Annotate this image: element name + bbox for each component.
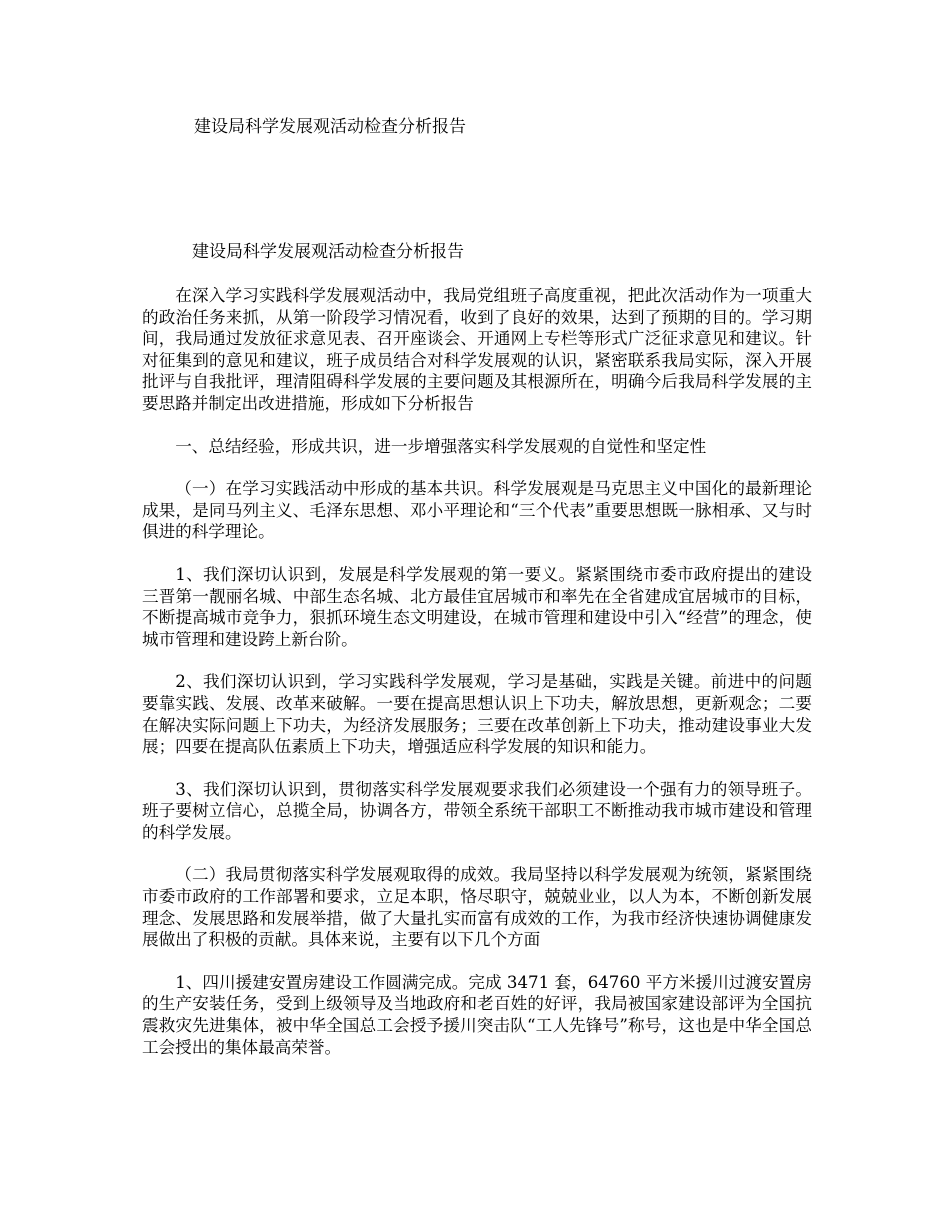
paragraph-point-2: 2、我们深切认识到，学习实践科学发展观，学习是基础，实践是关键。前进中的问题要靠实践、发展、改革来破解。一要在提高思想认识上下功夫，解放思想，更新观念；二要在解决实际问题上下功夫，为经济发展服务；三要在改革创新上下功夫，推动建设事业大发展；四要在提高队伍素质上下功夫，增强适应科学发展的知识和能力。: [142, 672, 812, 757]
section-heading-1: 一、总结经验，形成共识，进一步增强落实科学发展观的自觉性和坚定性: [175, 436, 707, 456]
paragraph-point-1: 1、我们深切认识到，发展是科学发展观的第一要义。紧紧围绕市委市政府提出的建设三晋第一靓丽名城、中部生态名城、北方最佳宜居城市和率先在全省建成宜居城市的目标，不断提高城市竞争力，狠抓环境生态文明建设，在城市管理和建设中引入“经营”的理念，使城市管理和建设跨上新台阶。: [142, 564, 812, 649]
paragraph-achievement-1: 1、四川援建安置房建设工作圆满完成。完成 3471 套，64760 平方米援川过渡安置房的生产安装任务，受到上级领导及当地政府和老百姓的好评，我局被国家建设部评为全国抗震救灾先进集体，被中华全国总工会授予援川突击队“工人先锋号”称号，这也是中华全国总工会授出的集体最高荣誉。: [142, 972, 812, 1057]
paragraph-point-3: 3、我们深切认识到，贯彻落实科学发展观要求我们必须建设一个强有力的领导班子。班子要树立信心，总揽全局，协调各方，带领全系统干部职工不断推动我市城市建设和管理的科学发展。: [142, 779, 812, 842]
paragraph-achievements: （二）我局贯彻落实科学发展观取得的成效。我局坚持以科学发展观为统领，紧紧围绕市委市政府的工作部署和要求，立足本职，恪尽职守，兢兢业业，以人为本，不断创新发展理念、发展思路和发展举措，做了大量扎实而富有成效的工作，为我市经济快速协调健康发展做出了积极的贡献。具体来说，主要有以下几个方面: [142, 865, 812, 950]
document-body: [142, 285, 812, 1079]
paragraph-basic-consensus: （一）在学习实践活动中形成的基本共识。科学发展观是马克思主义中国化的最新理论成果，是同马列主义、毛泽东思想、邓小平理论和“三个代表”重要思想既一脉相承、又与时俱进的科学理论。: [142, 479, 812, 542]
paragraph-intro: 在深入学习实践科学发展观活动中，我局党组班子高度重视，把此次活动作为一项重大的政治任务来抓，从第一阶段学习情况看，收到了良好的效果，达到了预期的目的。学习期间，我局通过发放征求意见表、召开座谈会、开通网上专栏等形式广泛征求意见和建议。针对征集到的意见和建议，班子成员结合对科学发展观的认识，紧密联系我局实际，深入开展批评与自我批评，理清阻碍科学发展的主要问题及其根源所在，明确今后我局科学发展的主要思路并制定出改进措施，形成如下分析报告: [142, 286, 812, 413]
header-title: 建设局科学发展观活动检查分析报告: [194, 117, 466, 137]
document-title: 建设局科学发展观活动检查分析报告: [192, 242, 464, 262]
